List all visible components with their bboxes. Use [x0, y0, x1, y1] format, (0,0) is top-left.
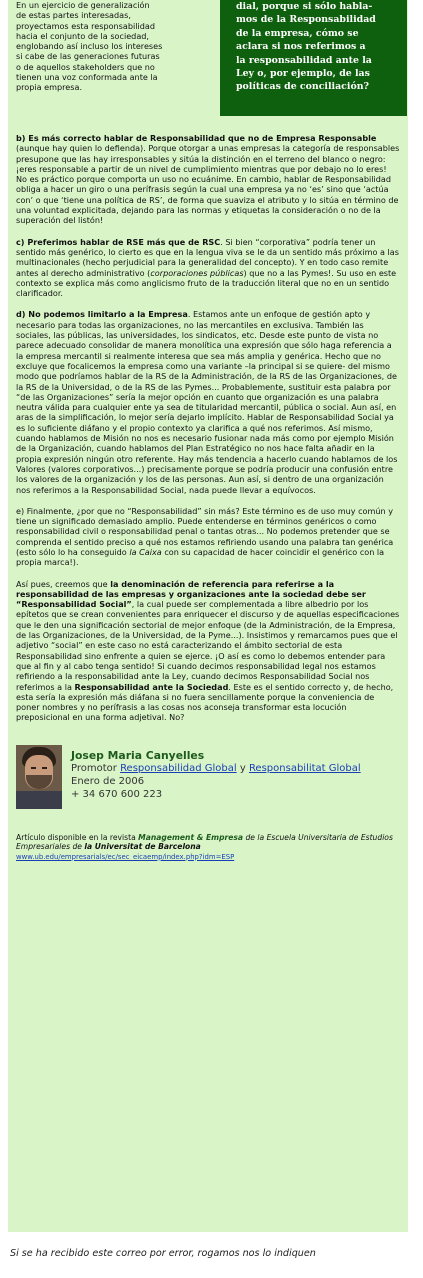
school-name: la Escuela Universitaria de Estudios Empresariales [16, 832, 393, 852]
footer-disclaimer: Si se ha recibido este correo por error, rogamos nos lo indiquen [10, 1248, 316, 1259]
author-photo [16, 745, 62, 809]
paragraph-d [16, 309, 400, 494]
pull-quote-line: la responsabilidad ante la [236, 54, 372, 66]
article-source [16, 833, 400, 863]
paragraph-c-heading: c) Preferimos hablar de RSE más que de RSC [16, 236, 221, 247]
author-role-prefix: Promotor [71, 762, 121, 774]
paragraph-c-text: . Si bien “corporativa” podría tener un sentido más genérico, lo cierto es que en la lengua viva se le da un sentido más próximo a las multinacionales (hecho perjudicial para la generalidad del concepto). Y en todo caso remite antes al derecho administrativo ( [16, 236, 399, 278]
paragraph-d-heading: d) No podemos limitarlo a la Empresa [16, 309, 188, 320]
author-info [71, 749, 361, 801]
author-name: Josep Maria Canyelles [71, 748, 205, 762]
paragraph-c [16, 237, 400, 299]
author-block [16, 745, 400, 811]
intro-line: hacia el conjunto de la sociedad, [16, 30, 149, 41]
intro-line: o de aquellos stakeholders que no [16, 61, 155, 72]
conclusion-text-3: . Este es el sentido correcto y, de hecho, esta sería la expresión más diáfana si no fuera sencillamente porque la conveniencia de poner nombres y no perífrasis a las cosas nos aconseja transformar esta locución preposicional en una forma adjetival. No? [16, 681, 394, 723]
conclusion-bold: la denominación de referencia para referirse a la responsabilidad de las empresas y organizaciones ante la sociedad debe ser “Responsabilidad Social” [16, 578, 366, 610]
paragraph-e [16, 506, 400, 568]
paragraph-c-italic: corporaciones públicas [150, 267, 244, 278]
author-phone: + 34 670 600 223 [71, 788, 163, 800]
pull-quote-line: dial, porque si sólo habla- [236, 1, 373, 12]
paragraph-e-italic: la Caixa [129, 546, 162, 557]
paragraph-b-heading: b) Es más correcto hablar de Responsabilidad que no de Empresa Responsable [16, 133, 377, 143]
intro-line: si cabe de las generaciones futuras [16, 51, 160, 62]
intro-line: proyectamos esta responsabilidad [16, 20, 155, 31]
link-responsabilitat-global[interactable]: Responsabilitat Global [248, 762, 361, 774]
magazine-name: Management & Empresa [138, 832, 244, 842]
intro-line: En un ejercicio de generalización [16, 0, 150, 10]
paragraph-d-text: . Estamos ante un enfoque de gestión apto y necesario para todas las organizaciones, no las mercantiles en exclusiva. También las sociales, las públicas, las universidades, los sindicatos, etc. Desde este punto de vista no parece adecuado consolidar de manera monolítica una expresión que sólo haga referencia a la empresa mercantil si realmente interesa que sea más amplia y genérica. Hecho que no excluye que focalicemos la empresa como una variante –la principal si se quiere- del mismo modo que podríamos hablar de la RS de la Administración, de la RS de las Organizaciones, de la RS de la Universidad, o de la RS de las Pymes... Probablemente, sustituir esta palabra por “de las Organizaciones” sería la mejor opción en cuanto que organización es una palabra neutra válida para cualquier ente ya sea de titularidad mercantil, pública o social. Aun así, en aras de la simplificación, lo mejor sería dejarlo implícito. Hablar de Responsabilidad Social ya es lo suficiente diáfano y el propio contexto ya clarifica a qué nos referimos. Así mismo, cuando hablamos de Misión no nos es necesario fusionar nada más como por ejemplo Misión de la Organización, cuando hablamos del Plan Estratégico no nos hace falta añadir en la propia expresión ningún otro referente. Hay más tendencia a hacerlo cuando hablamos de los Valores (valores corporativos...) precisamente porque se podría producir una confusión entre los valores de la organización y los de las personas. Aun así, si dentro de una organización nos referimos a la Responsabilidad Social, nada puede llevar a equívocos. [16, 309, 398, 495]
conclusion-bold-2: Responsabilidad ante la Sociedad [74, 681, 229, 692]
intro-line: englobando así incluso los intereses [16, 41, 163, 52]
pull-quote-line: de la empresa, cómo se [236, 27, 359, 39]
paragraph-b [16, 133, 400, 226]
conclusion-text: Así pues, creemos que [16, 578, 111, 589]
intro-line: de estas partes interesadas, [16, 10, 131, 21]
author-date: Enero de 2006 [71, 775, 145, 787]
university-name: la Universitat de Barcelona [84, 842, 201, 852]
link-responsabilidad-global[interactable]: Responsabilidad Global [120, 762, 237, 774]
pull-quote-line: aclara si nos referimos a [236, 41, 366, 53]
article-text: Artículo disponible en la revista [16, 832, 139, 842]
paragraph-c-text-end: ) que no a las Pymes!. Su uso en este contexto se explica más como anglicismo fruto de la traducción literal que no en un sentido clarificador. [16, 267, 397, 299]
intro-line: propia empresa. [16, 82, 83, 93]
pull-quote [220, 0, 407, 116]
pull-quote-line: Ley o, por ejemplo, de las [236, 68, 370, 80]
author-role-conj: y [236, 762, 249, 774]
intro-line: tienen una voz conformada ante la [16, 72, 158, 83]
intro-text [16, 0, 212, 93]
article-text-de: de [243, 832, 258, 842]
paragraph-e-text-end: con su capacidad de hacer coincidir el genérico con la propia marca!). [16, 546, 385, 568]
paragraph-e-text: e) Finalmente, ¿por que no “Responsabilidad” sin más? Este término es de uso muy común y tiene un significado demasiado amplio. Puede entenderse en términos genéricos o como responsabilidad civil o responsabilidad penal o tantas otras... No podemos pretender que se comprenda el sentido preciso a qué nos estamos refiriendo usando una palabra tan genérica (esto sólo lo ha conseguido [16, 505, 394, 557]
article-url-link[interactable]: www.ub.edu/empresarials/ec/sec_eicaemp/index.php?idm=ESP [16, 852, 235, 861]
article-panel [8, 0, 408, 1232]
pull-quote-line: políticas de conciliación? [236, 81, 370, 93]
author-role [71, 762, 361, 775]
paragraph-conclusion [16, 579, 400, 723]
intro-block [16, 0, 400, 122]
article-text-de-2: de [70, 842, 85, 852]
pull-quote-line: mos de la Responsabilidad [236, 14, 376, 26]
paragraph-b-text: (aunque hay quien lo defienda). Porque otorgar a unas empresas la categoría de responsables presupone que las hay irresponsables y sitúa la distinción en el terreno del blanco o negro: ¡eres responsable a partir de un nivel de cumplimiento mientras que por debajo no lo eres! No es práctico porque comporta un uso no ecuánime. En cambio, hablar de Responsabilidad obliga a hacer un giro o una perífrasis según la cual una empresa ya no ‘es’ sino que ‘actúa con’ o que ‘tiene una política de RS’, de forma que suaviza el atributo y lo sitúa en término de una voluntad explicitada, dejando para las normas y etiquetas la consideración o no de la superación del listón! [16, 143, 400, 226]
conclusion-text-2: , la cual puede ser complementada a libre albedrio por los epítetos que se crean convenientes para enriquecer el discurso y de aquellas especificaciones que le den una significación sectorial de mejor enfoque (de la Administración, de la Empresa, de las Organizaciones, de la Universidad, de la Pyme...). Insistimos y remarcamos pues que el adjetivo “social” en este caso no está caracterizando el ámbito sectorial de esta Responsabilidad sino enfrente a quien se ejerce. ¡O así es como lo debemos entender para que al fin y al cabo tenga sentido! Si cuando decimos responsabilidad legal nos estamos refiriendo a la responsabilidad ante la Ley, cuando decimos Responsabilidad Social nos referimos a la [16, 599, 400, 692]
